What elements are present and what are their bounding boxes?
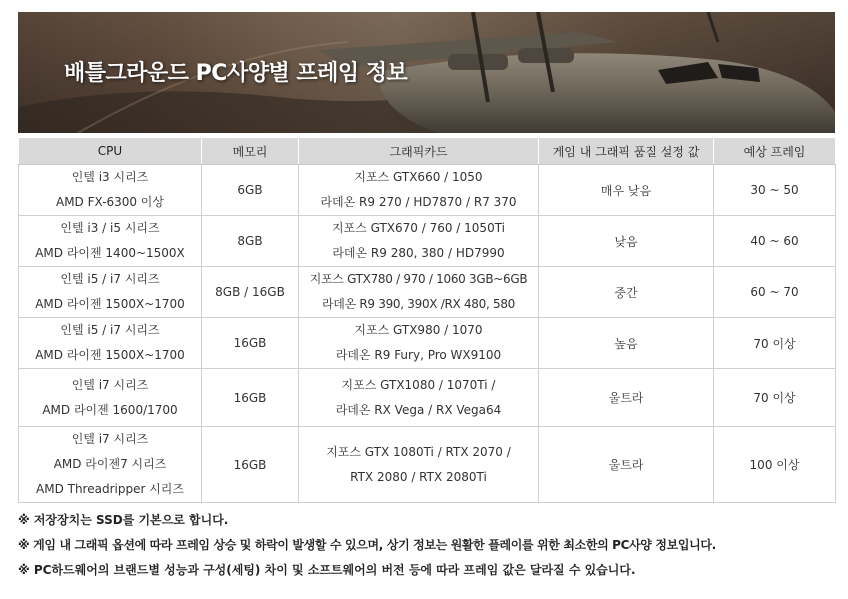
cpu-line: 인텔 i5 / i7 시리즈 <box>60 272 160 286</box>
gpu-cell <box>299 427 539 503</box>
gpu-line: 지포스 GTX1080 / 1070Ti / <box>341 377 496 392</box>
gpu-cell <box>299 216 539 267</box>
gpu-line: 지포스 GTX660 / 1050 <box>354 170 483 184</box>
table-row <box>19 318 836 369</box>
cpu-line: AMD FX-6300 이상 <box>55 195 164 209</box>
table-row <box>19 427 836 503</box>
quality-cell: 높음 <box>539 318 714 369</box>
fps-cell: 60 ~ 70 <box>714 267 836 318</box>
table-row <box>19 165 836 216</box>
cpu-line: 인텔 i3 시리즈 <box>71 170 149 184</box>
fps-cell: 40 ~ 60 <box>714 216 836 267</box>
fps-cell: 100 이상 <box>714 427 836 503</box>
header-gpu: 그래픽카드 <box>299 138 539 165</box>
quality-cell: 매우 낮음 <box>539 165 714 216</box>
table-row <box>19 369 836 427</box>
gpu-line: 라데온 R9 280, 380 / HD7990 <box>332 246 505 260</box>
footnote: ※ PC하드웨어의 브랜드별 성능과 구성(세팅) 차이 및 소프트웨어의 버전 등에 따라 프레임 값은 달라질 수 있습니다. <box>18 563 636 577</box>
cpu-line: AMD Threadripper 시리즈 <box>36 482 184 496</box>
quality-cell: 중간 <box>539 267 714 318</box>
gpu-line: 라데온 R9 390, 390X /RX 480, 580 <box>321 297 515 311</box>
memory-cell: 8GB <box>202 216 299 267</box>
quality-cell: 울트라 <box>539 369 714 427</box>
footnotes <box>18 508 716 583</box>
cpu-line: AMD 라이젠 1500X~1700 <box>35 297 185 311</box>
memory-cell: 16GB <box>202 427 299 503</box>
header-quality: 게임 내 그래픽 품질 설정 값 <box>539 138 714 165</box>
memory-cell: 16GB <box>202 318 299 369</box>
cpu-cell <box>19 318 202 369</box>
cpu-cell <box>19 369 202 427</box>
cpu-line: 인텔 i5 / i7 시리즈 <box>60 323 160 337</box>
cpu-line: 인텔 i7 시리즈 <box>71 432 149 446</box>
cpu-line: AMD 라이젠 1500X~1700 <box>35 348 185 362</box>
gpu-cell <box>299 165 539 216</box>
cpu-cell <box>19 216 202 267</box>
cpu-cell <box>19 267 202 318</box>
table-row <box>19 216 836 267</box>
gpu-cell <box>299 318 539 369</box>
gpu-line: 라데온 RX Vega / RX Vega64 <box>335 402 502 417</box>
header-fps: 예상 프레임 <box>714 138 836 165</box>
cpu-line: AMD 라이젠 1400~1500X <box>35 246 185 260</box>
header-memory: 메모리 <box>202 138 299 165</box>
quality-cell: 울트라 <box>539 427 714 503</box>
table-row <box>19 267 836 318</box>
gpu-cell <box>299 369 539 427</box>
cpu-line: 인텔 i3 / i5 시리즈 <box>60 221 160 235</box>
gpu-line: RTX 2080 / RTX 2080Ti <box>350 469 487 484</box>
cpu-line: AMD 라이젠7 시리즈 <box>53 457 167 471</box>
cpu-cell <box>19 427 202 503</box>
cpu-line: 인텔 i7 시리즈 <box>71 377 149 392</box>
fps-cell: 70 이상 <box>714 318 836 369</box>
page-title: 배틀그라운드 PC사양별 프레임 정보 <box>64 61 408 86</box>
footnote: ※ 저장장치는 SSD를 기본으로 합니다. <box>18 513 229 527</box>
header-cpu: CPU <box>19 138 202 165</box>
memory-cell: 6GB <box>202 165 299 216</box>
gpu-line: 지포스 GTX780 / 970 / 1060 3GB~6GB <box>309 272 528 286</box>
memory-cell: 16GB <box>202 369 299 427</box>
memory-cell: 8GB / 16GB <box>202 267 299 318</box>
table-header-row <box>19 138 836 165</box>
quality-cell: 낮음 <box>539 216 714 267</box>
footnote: ※ 게임 내 그래픽 옵션에 따라 프레임 상승 및 하락이 발생할 수 있으며, 상기 정보는 원활한 플레이를 위한 최소한의 PC사양 정보입니다. <box>18 538 716 552</box>
gpu-line: 지포스 GTX 1080Ti / RTX 2070 / <box>326 444 511 459</box>
gpu-line: 라데온 R9 270 / HD7870 / R7 370 <box>320 195 517 209</box>
fps-cell: 70 이상 <box>714 369 836 427</box>
cpu-line: AMD 라이젠 1600/1700 <box>42 402 178 417</box>
cpu-cell <box>19 165 202 216</box>
gpu-line: 지포스 GTX670 / 760 / 1050Ti <box>332 221 505 235</box>
fps-cell: 30 ~ 50 <box>714 165 836 216</box>
gpu-cell <box>299 267 539 318</box>
gpu-line: 라데온 R9 Fury, Pro WX9100 <box>335 348 502 362</box>
spec-table <box>18 137 836 503</box>
gpu-line: 지포스 GTX980 / 1070 <box>354 323 483 337</box>
header-banner <box>18 12 835 133</box>
